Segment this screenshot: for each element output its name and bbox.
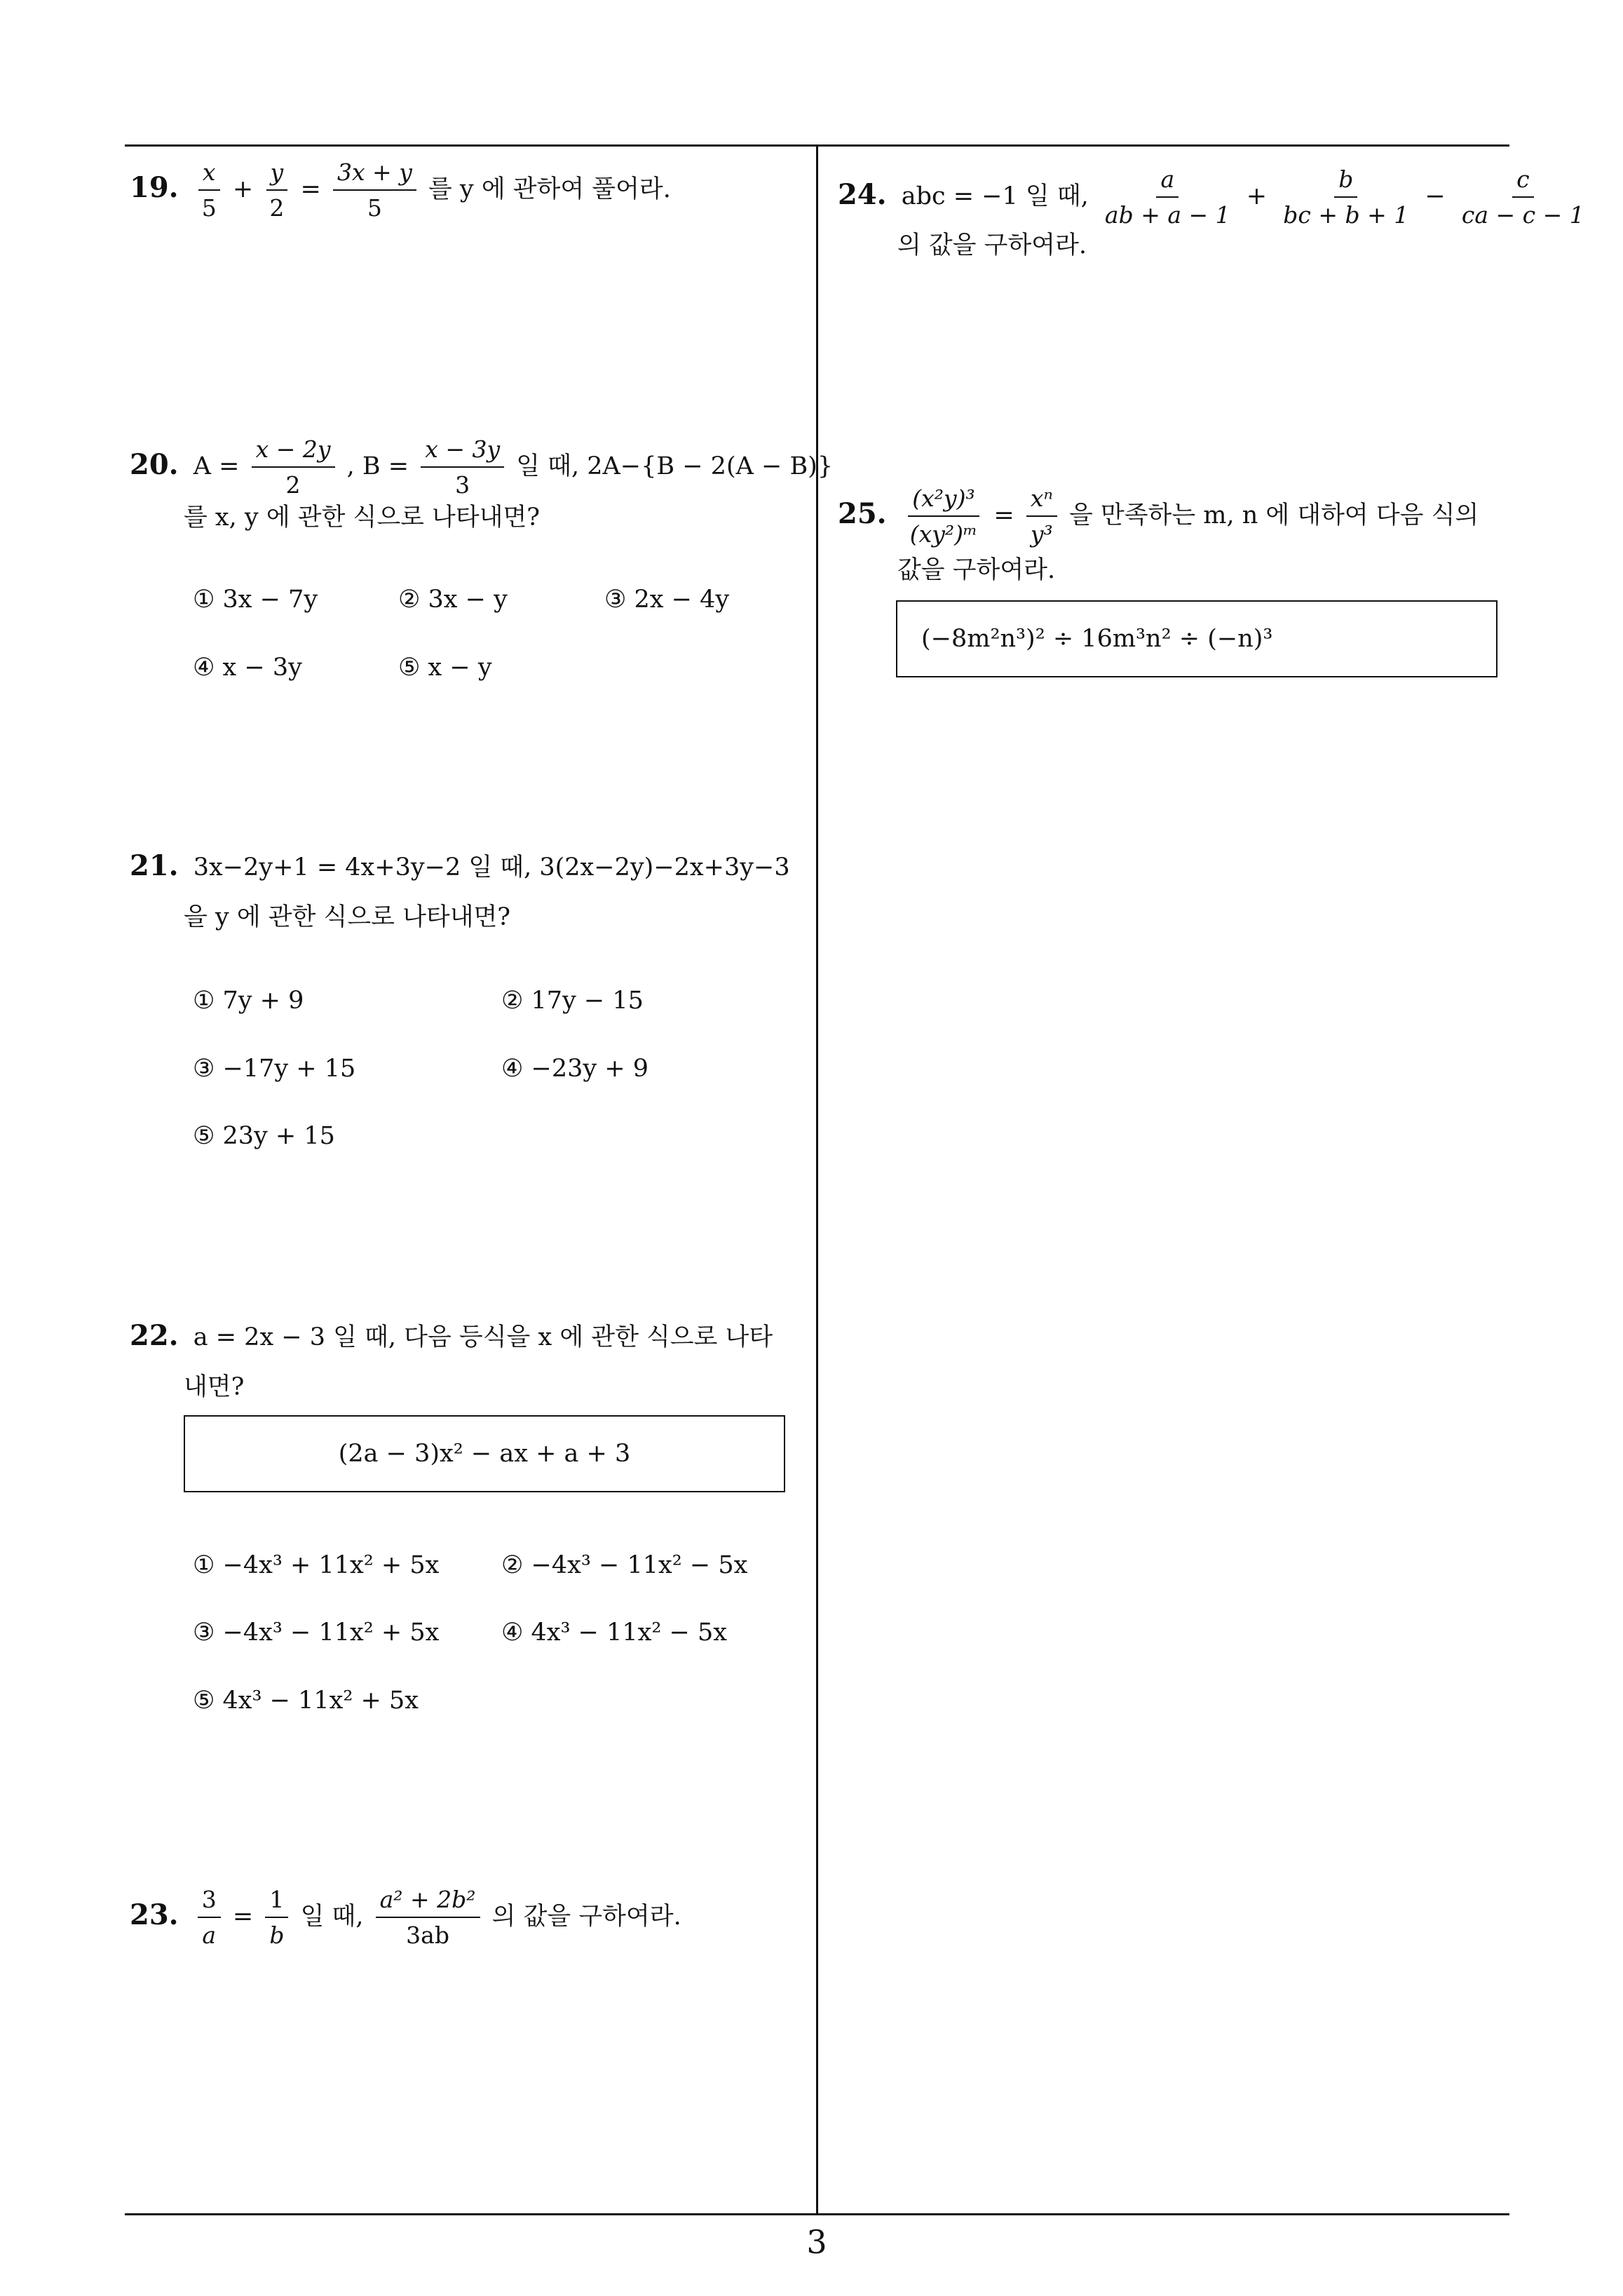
fraction: $\frac{1}{b}$ [265, 1885, 288, 1950]
choice-3[interactable]: ③ −17y + 15 [193, 1055, 356, 1083]
choice-4[interactable]: ④ 4x³ − 11x² − 5x [501, 1619, 728, 1647]
question-25: 25. $\frac{\text{(x²y)³}}{\text{(xy²)ᵐ}}$ = $\frac{\text{xⁿ}}{\text{y³}}$ 을 만족하는 m, n 에 대하여 다음 식의 [838, 485, 1479, 548]
choice-5[interactable]: ⑤ x − y [398, 654, 492, 682]
question-number: 22. [130, 1319, 179, 1352]
question-19: 19. $\frac{x}{5}$ + $\frac{y}{2}$ = $\frac{3x + y}{5}$ 를 y 에 관하여 풀어라. [130, 158, 671, 222]
question-24-line2: 의 값을 구하여라. [897, 231, 1087, 259]
question-number: 25. [838, 497, 887, 530]
fraction: $\frac{x - 2y}{2}$ [252, 435, 335, 500]
fraction: $\frac{c}{ca - c - 1}$ [1461, 166, 1584, 229]
choice-5[interactable]: ⑤ 23y + 15 [193, 1122, 335, 1150]
question-24: 24. abc = −1 일 때, $\frac{a}{ab + a - 1}$ + $\frac{b}{bc + b + 1}$ − $\frac{c}{ca - c - 1}$ [838, 165, 1593, 230]
choice-2[interactable]: ② 3x − y [398, 586, 508, 614]
question-22-line2: 내면? [184, 1373, 245, 1401]
question-text: 의 값을 구하여라. [491, 1902, 681, 1931]
question-25-line2: 값을 구하여라. [897, 556, 1056, 584]
question-number: 23. [130, 1898, 179, 1931]
choice-2[interactable]: ② −4x³ − 11x² − 5x [501, 1551, 748, 1579]
bottom-rule [125, 2213, 1509, 2215]
expression-box: (−8m²n³)² ÷ 16m³n² ÷ (−n)³ [896, 600, 1498, 677]
question-text: 일 때, 2A−{B − 2(A − B)} [516, 452, 834, 480]
question-text: 를 y 에 관하여 풀어라. [428, 175, 671, 203]
expression-box: (2a − 3)x² − ax + a + 3 [184, 1415, 785, 1492]
fraction: $\frac{y}{2}$ [265, 158, 288, 223]
question-number: 20. [130, 447, 179, 481]
fraction: $\frac{x}{5}$ [198, 158, 221, 223]
question-23: 23. $\frac{3}{a}$ = $\frac{1}{b}$ 일 때, $\frac{\text{a² + 2b²}}{3ab}$ 의 값을 구하여라. [130, 1886, 681, 1950]
fraction: $\frac{3x + y}{5}$ [333, 158, 416, 223]
fraction: $\frac{\text{xⁿ}}{\text{y³}}$ [1026, 484, 1057, 549]
choice-3[interactable]: ③ −4x³ − 11x² + 5x [193, 1619, 440, 1647]
fraction: $\frac{b}{bc + b + 1}$ [1283, 166, 1409, 229]
fraction: $\frac{3}{a}$ [198, 1885, 221, 1950]
question-text: 을 만족하는 m, n 에 대하여 다음 식의 [1068, 501, 1479, 529]
fraction: $\frac{\text{(x²y)³}}{\text{(xy²)ᵐ}}$ [906, 484, 982, 549]
choice-2[interactable]: ② 17y − 15 [501, 987, 644, 1015]
question-text: a = 2x − 3 일 때, 다음 등식을 x 에 관한 식으로 나타 [193, 1323, 773, 1351]
choice-4[interactable]: ④ −23y + 9 [501, 1055, 648, 1083]
choice-5[interactable]: ⑤ 4x³ − 11x² + 5x [193, 1687, 419, 1715]
choice-1[interactable]: ① −4x³ + 11x² + 5x [193, 1551, 440, 1579]
choice-1[interactable]: ① 3x − 7y [193, 586, 318, 614]
question-22 [130, 1318, 773, 1353]
question-number: 19. [130, 170, 179, 204]
choice-1[interactable]: ① 7y + 9 [193, 987, 304, 1015]
choice-3[interactable]: ③ 2x − 4y [604, 586, 730, 614]
question-21-line2: 을 y 에 관한 식으로 나타내면? [184, 903, 511, 931]
question-21 [130, 849, 790, 884]
fraction: $\frac{\text{a² + 2b²}}{3ab}$ [376, 1885, 480, 1950]
choice-4[interactable]: ④ x − 3y [193, 654, 302, 682]
question-number: 21. [130, 849, 179, 882]
question-number: 24. [838, 177, 887, 211]
page-number: 3 [806, 2223, 827, 2261]
question-20-line2: 를 x, y 에 관한 식으로 나타내면? [184, 504, 541, 532]
fraction: $\frac{x - 3y}{3}$ [421, 435, 504, 500]
question-text: 3x−2y+1 = 4x+3y−2 일 때, 3(2x−2y)−2x+3y−3 [193, 853, 790, 882]
fraction: $\frac{a}{ab + a - 1}$ [1104, 166, 1230, 229]
question-20: 20. A = $\frac{x - 2y}{2}$ , B = $\frac{x - 3y}{3}$ 일 때, 2A−{B − 2(A − B)} [130, 435, 834, 499]
